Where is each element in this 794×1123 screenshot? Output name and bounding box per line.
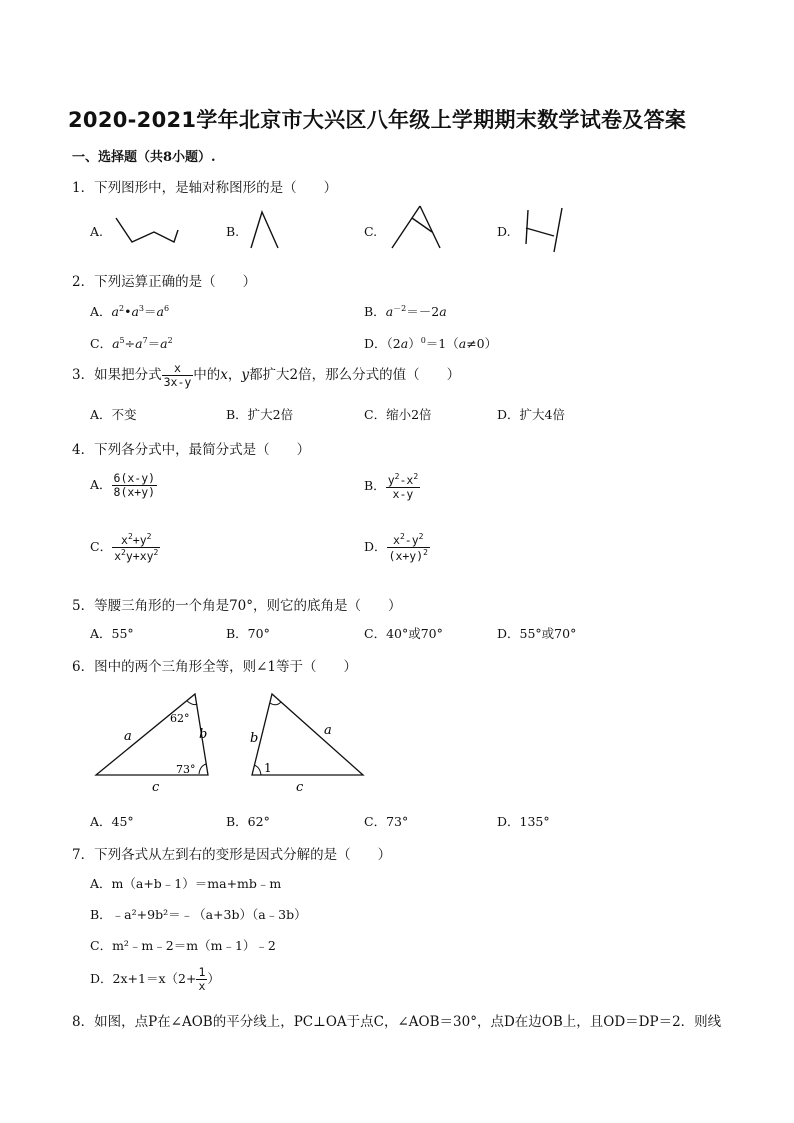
q1-figure-d <box>518 204 572 256</box>
q1-figure-c <box>388 202 448 252</box>
q4-option-d: D． $\frac{x^2-y^2}{(x+y)^2}$ <box>364 532 428 563</box>
svg-text:a: a <box>324 723 332 738</box>
q6-option-c: C．73° <box>364 814 409 829</box>
svg-text:73°: 73° <box>176 763 196 776</box>
svg-text:c: c <box>296 780 304 795</box>
q4-option-a: A． $\frac{6(x-y)}{8(x+y)}$ <box>90 471 156 500</box>
q7-option-a: A．m（a+b﹣1）＝ma+mb﹣m <box>90 876 282 891</box>
question-4-stem: 4．下列各分式中，最简分式是（ ） <box>72 442 311 458</box>
question-5-stem: 5．等腰三角形的一个角是70°，则它的底角是（ ） <box>72 598 402 614</box>
q1-option-c-label: C. <box>364 224 378 239</box>
q1-option-a-label: A. <box>90 224 104 239</box>
svg-text:1: 1 <box>264 761 272 775</box>
q1-figure-a <box>112 212 182 248</box>
svg-text:a: a <box>124 729 132 744</box>
question-6-stem: 6．图中的两个三角形全等，则∠1等于（ ） <box>72 659 357 675</box>
q6-option-a: A．45° <box>90 814 134 829</box>
q3-option-d: D．扩大4倍 <box>497 407 565 422</box>
q1-figure-b <box>248 208 284 250</box>
q4-option-c: C． $\frac{x^2+y^2}{x^2y+xy^2}$ <box>90 532 159 563</box>
q5-option-a: A．55° <box>90 626 134 641</box>
q6-option-d: D．135° <box>497 814 550 829</box>
question-1-stem: 1．下列图形中，是轴对称图形的是（ ） <box>72 180 338 196</box>
question-8-stem: 8．如图，点P在∠AOB的平分线上，PC⊥OA于点C，∠AOB＝30°，点D在边OB上，且OD＝DP＝2．则线 <box>72 1014 722 1030</box>
q7-option-b: B．﹣a²+9b²＝﹣（a+3b）（a﹣3b） <box>90 907 307 922</box>
q2-option-c: C．$a^5\div a^7=a^2$ <box>90 335 173 351</box>
q2-option-a: A．$a^2•a^3=a^6$ <box>90 303 170 319</box>
svg-text:b: b <box>250 731 259 746</box>
question-7-stem: 7．下列各式从左到右的变形是因式分解的是（ ） <box>72 847 392 863</box>
section-heading: 一、选择题（共8小题）. <box>72 150 216 165</box>
svg-text:c: c <box>152 780 160 795</box>
q6-option-b: B．62° <box>226 814 270 829</box>
page-title: 2020-2021学年北京市大兴区八年级上学期期末数学试卷及答案 <box>68 108 687 132</box>
q5-option-b: B．70° <box>226 626 270 641</box>
q1-option-b-label: B. <box>226 224 240 239</box>
q7-option-d: D．2x+1＝x（2+ $\frac{1}{x}$ ） <box>90 965 220 994</box>
q3-option-b: B．扩大2倍 <box>226 407 294 422</box>
q7-option-c: C．m²﹣m﹣2＝m（m﹣1）﹣2 <box>90 938 276 953</box>
q3-option-a: A．不变 <box>90 407 137 422</box>
q4-option-b: B． $\frac{y^2-x^2}{x-y}$ <box>364 472 419 502</box>
question-2-stem: 2．下列运算正确的是（ ） <box>72 274 257 290</box>
q6-figure-triangles <box>86 684 386 796</box>
q2-option-b: B．$a^{-2}=-2a$ <box>364 303 447 319</box>
q3-option-c: C．缩小2倍 <box>364 407 432 422</box>
q5-option-d: D．55°或70° <box>497 626 577 641</box>
q2-option-d: D．$(2a)^0=1(a\ne 0)$ <box>364 335 498 351</box>
svg-text:b: b <box>199 727 208 742</box>
q3-fraction: $\frac{x}{3x-y}$ <box>163 361 192 390</box>
q5-option-c: C．40°或70° <box>364 626 443 641</box>
question-3-stem: 3．如果把分式 $\frac{x}{3x-y}$ 中的x，y都扩大2倍，那么分式的值（ ） <box>72 361 461 390</box>
svg-text:62°: 62° <box>170 712 190 725</box>
q1-option-d-label: D. <box>497 224 511 239</box>
